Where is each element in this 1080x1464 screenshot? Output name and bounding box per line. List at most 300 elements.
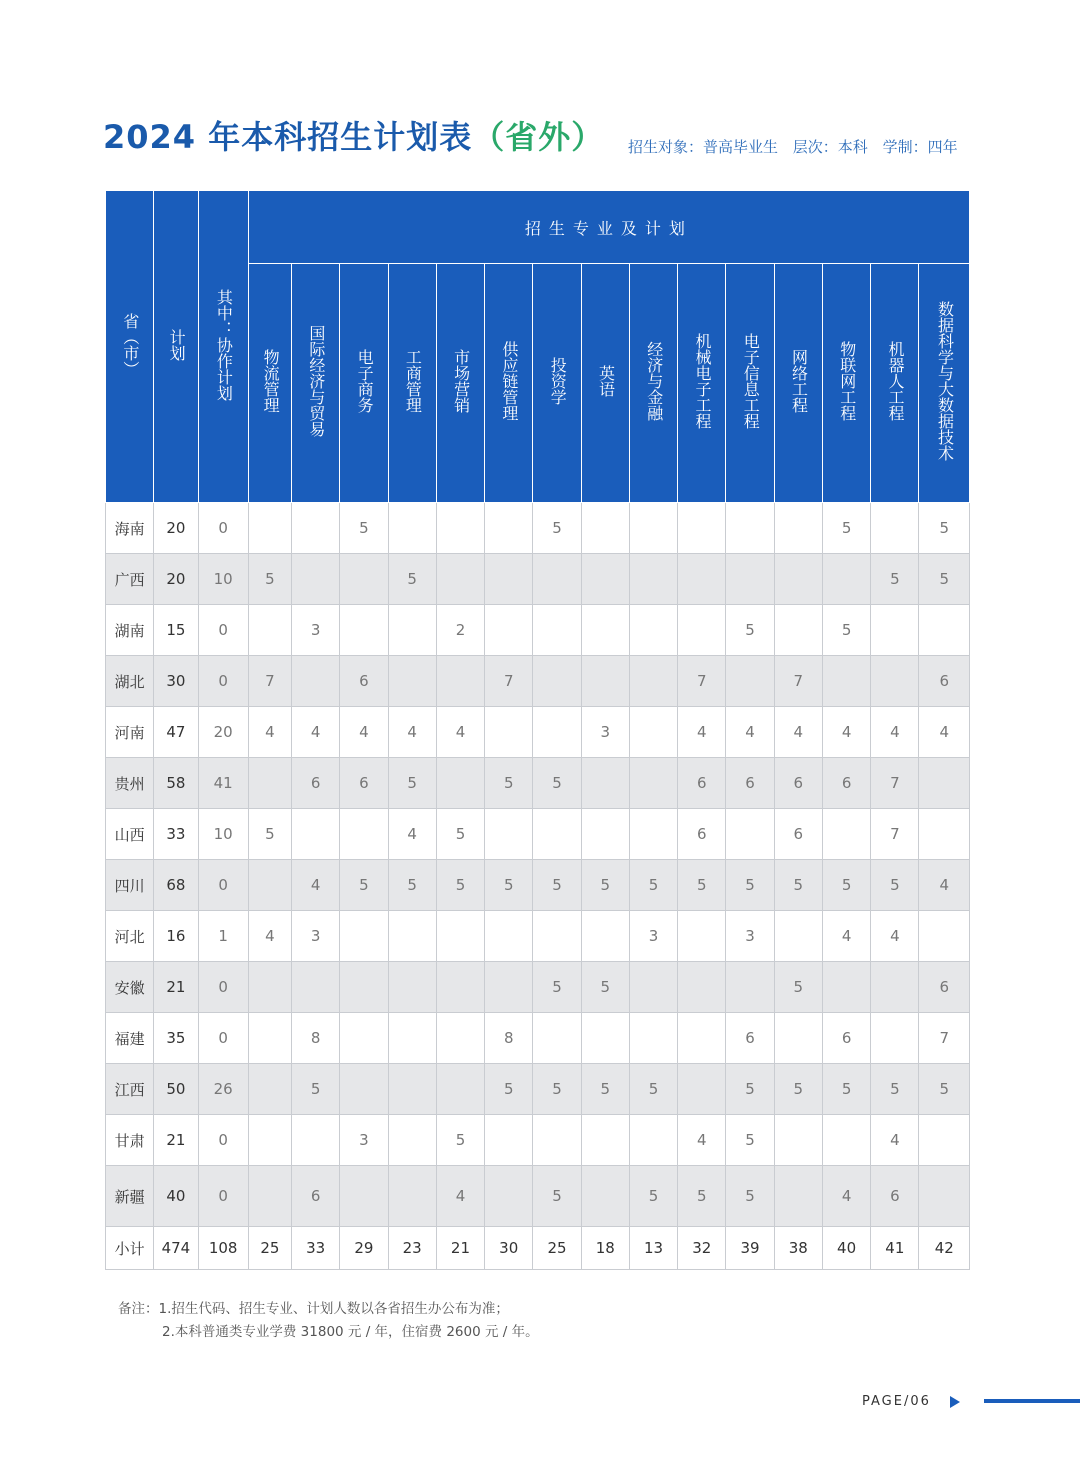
major-count-cell: 4	[871, 1115, 919, 1166]
major-count-cell	[292, 962, 340, 1013]
coop-cell: 0	[198, 860, 248, 911]
major-count-cell	[388, 605, 436, 656]
table-row	[106, 1013, 970, 1064]
major-count-cell: 6	[678, 758, 726, 809]
major-count-cell: 8	[485, 1013, 533, 1064]
major-count-cell	[629, 1115, 677, 1166]
major-header: 物联网工程	[822, 264, 870, 503]
major-count-cell	[919, 758, 970, 809]
major-count-cell: 5	[726, 605, 774, 656]
major-count-cell	[919, 605, 970, 656]
page-title	[103, 112, 604, 158]
major-count-cell: 5	[581, 962, 629, 1013]
major-count-cell: 4	[678, 707, 726, 758]
province-cell: 河北	[106, 911, 154, 962]
major-count-cell: 3	[292, 605, 340, 656]
table-row	[106, 503, 970, 554]
major-count-cell	[533, 911, 581, 962]
major-header: 机器人工程	[871, 264, 919, 503]
plan-cell: 16	[154, 911, 198, 962]
arrow-right-icon	[950, 1396, 960, 1408]
major-count-cell	[388, 962, 436, 1013]
coop-cell: 0	[198, 1013, 248, 1064]
province-cell: 海南	[106, 503, 154, 554]
major-count-cell	[774, 554, 822, 605]
major-count-cell: 4	[919, 860, 970, 911]
plan-cell: 58	[154, 758, 198, 809]
major-count-cell	[388, 503, 436, 554]
major-count-cell: 5	[248, 554, 291, 605]
major-count-cell: 5	[581, 860, 629, 911]
coop-cell: 0	[198, 1115, 248, 1166]
major-count-cell	[436, 911, 484, 962]
major-count-cell: 6	[774, 809, 822, 860]
major-count-cell: 5	[533, 1064, 581, 1115]
major-count-cell: 5	[678, 860, 726, 911]
major-count-cell: 5	[774, 1064, 822, 1115]
subtotal-cell: 33	[292, 1227, 340, 1270]
major-count-cell: 4	[822, 1166, 870, 1227]
province-cell: 福建	[106, 1013, 154, 1064]
major-count-cell: 5	[774, 860, 822, 911]
major-count-cell: 4	[871, 911, 919, 962]
major-count-cell: 3	[629, 911, 677, 962]
major-count-cell: 7	[678, 656, 726, 707]
major-count-cell	[388, 1013, 436, 1064]
major-count-cell	[919, 911, 970, 962]
major-count-cell	[581, 503, 629, 554]
major-header: 供应链管理	[485, 264, 533, 503]
major-count-cell	[774, 605, 822, 656]
plan-cell: 21	[154, 1115, 198, 1166]
major-count-cell	[533, 605, 581, 656]
major-count-cell	[774, 1115, 822, 1166]
meta-duration: 学制：四年	[882, 138, 958, 156]
major-count-cell: 5	[340, 503, 388, 554]
major-count-cell	[533, 1115, 581, 1166]
table-row	[106, 605, 970, 656]
major-count-cell: 6	[822, 758, 870, 809]
major-count-cell	[678, 1064, 726, 1115]
major-count-cell: 7	[919, 1013, 970, 1064]
major-count-cell	[581, 911, 629, 962]
major-count-cell	[629, 1013, 677, 1064]
table-row	[106, 809, 970, 860]
major-count-cell	[822, 554, 870, 605]
meta-target: 招生对象：普高毕业生	[628, 138, 779, 156]
coop-cell: 0	[198, 656, 248, 707]
major-header: 机械电子工程	[678, 264, 726, 503]
major-count-cell	[581, 1166, 629, 1227]
coop-cell: 10	[198, 554, 248, 605]
major-count-cell	[485, 707, 533, 758]
province-cell: 四川	[106, 860, 154, 911]
subtotal-label: 小计	[106, 1227, 154, 1270]
province-cell: 甘肃	[106, 1115, 154, 1166]
major-count-cell: 5	[629, 1064, 677, 1115]
plan-cell: 30	[154, 656, 198, 707]
major-count-cell: 6	[678, 809, 726, 860]
plan-cell: 20	[154, 554, 198, 605]
province-cell: 广西	[106, 554, 154, 605]
table-row	[106, 554, 970, 605]
major-header: 电子商务	[340, 264, 388, 503]
major-count-cell: 5	[726, 1064, 774, 1115]
subtotal-cell: 38	[774, 1227, 822, 1270]
major-count-cell	[581, 656, 629, 707]
plan-cell: 35	[154, 1013, 198, 1064]
major-count-cell	[485, 1115, 533, 1166]
major-count-cell: 6	[340, 656, 388, 707]
major-count-cell	[919, 1166, 970, 1227]
major-count-cell	[629, 605, 677, 656]
major-count-cell	[629, 758, 677, 809]
major-count-cell: 6	[726, 758, 774, 809]
major-count-cell	[629, 503, 677, 554]
major-count-cell	[822, 656, 870, 707]
major-count-cell: 3	[292, 911, 340, 962]
major-count-cell	[248, 503, 291, 554]
major-count-cell: 4	[292, 707, 340, 758]
major-count-cell	[726, 809, 774, 860]
major-count-cell	[436, 554, 484, 605]
subtotal-cell: 25	[248, 1227, 291, 1270]
major-count-cell: 5	[678, 1166, 726, 1227]
coop-cell: 0	[198, 605, 248, 656]
major-header: 工商管理	[388, 264, 436, 503]
major-count-cell: 4	[248, 911, 291, 962]
major-count-cell	[871, 605, 919, 656]
major-count-cell: 5	[533, 503, 581, 554]
table-row	[106, 1064, 970, 1115]
major-count-cell	[436, 1064, 484, 1115]
admission-meta	[628, 136, 968, 157]
major-count-cell: 5	[822, 860, 870, 911]
major-count-cell: 2	[436, 605, 484, 656]
major-count-cell	[340, 1166, 388, 1227]
major-count-cell: 5	[388, 554, 436, 605]
table-row	[106, 656, 970, 707]
note-line-2: 2.本科普通类专业学费 31800 元 / 年，住宿费 2600 元 / 年。	[162, 1324, 539, 1340]
major-count-cell: 6	[871, 1166, 919, 1227]
major-count-cell: 5	[871, 554, 919, 605]
major-count-cell: 5	[581, 1064, 629, 1115]
table-row	[106, 911, 970, 962]
major-count-cell: 4	[388, 707, 436, 758]
major-count-cell	[436, 503, 484, 554]
major-count-cell	[340, 962, 388, 1013]
major-count-cell	[919, 1115, 970, 1166]
major-count-cell: 7	[871, 758, 919, 809]
major-count-cell	[485, 911, 533, 962]
major-count-cell	[248, 962, 291, 1013]
major-count-cell	[292, 1115, 340, 1166]
major-count-cell	[292, 656, 340, 707]
major-count-cell: 3	[726, 911, 774, 962]
major-count-cell: 5	[919, 1064, 970, 1115]
major-count-cell	[533, 656, 581, 707]
subtotal-cell: 21	[436, 1227, 484, 1270]
subtotal-row	[106, 1227, 970, 1270]
major-count-cell	[629, 707, 677, 758]
note-line-1: 备注：1.招生代码、招生专业、计划人数以各省招生办公布为准；	[118, 1301, 509, 1317]
major-count-cell	[292, 503, 340, 554]
table-row	[106, 707, 970, 758]
major-count-cell	[678, 911, 726, 962]
major-header: 网络工程	[774, 264, 822, 503]
major-count-cell	[678, 962, 726, 1013]
major-count-cell	[726, 554, 774, 605]
major-count-cell: 3	[581, 707, 629, 758]
major-count-cell	[485, 962, 533, 1013]
major-count-cell: 5	[871, 1064, 919, 1115]
meta-level: 层次：本科	[792, 138, 868, 156]
major-count-cell	[292, 554, 340, 605]
major-count-cell: 5	[340, 860, 388, 911]
subtotal-cell: 40	[822, 1227, 870, 1270]
province-cell: 贵州	[106, 758, 154, 809]
major-count-cell	[629, 554, 677, 605]
major-count-cell	[678, 1013, 726, 1064]
major-count-cell	[436, 656, 484, 707]
major-count-cell	[678, 554, 726, 605]
major-count-cell: 5	[726, 1166, 774, 1227]
major-header: 数据科学与大数据技术	[919, 264, 970, 503]
major-count-cell	[533, 554, 581, 605]
major-count-cell	[533, 1013, 581, 1064]
major-count-cell: 5	[248, 809, 291, 860]
subtotal-plan: 474	[154, 1227, 198, 1270]
major-count-cell: 4	[871, 707, 919, 758]
major-count-cell	[871, 503, 919, 554]
major-count-cell: 4	[726, 707, 774, 758]
major-count-cell	[248, 605, 291, 656]
major-count-cell: 7	[248, 656, 291, 707]
major-count-cell	[629, 962, 677, 1013]
major-header: 投资学	[533, 264, 581, 503]
major-count-cell	[629, 809, 677, 860]
major-count-cell	[248, 860, 291, 911]
major-count-cell	[248, 1115, 291, 1166]
coop-cell: 0	[198, 962, 248, 1013]
major-count-cell: 6	[292, 1166, 340, 1227]
coop-cell: 0	[198, 1166, 248, 1227]
major-count-cell	[248, 1013, 291, 1064]
major-count-cell: 5	[485, 860, 533, 911]
major-count-cell: 5	[533, 758, 581, 809]
major-count-cell	[388, 1064, 436, 1115]
province-cell: 安徽	[106, 962, 154, 1013]
subtotal-cell: 23	[388, 1227, 436, 1270]
coop-cell: 20	[198, 707, 248, 758]
major-count-cell	[581, 809, 629, 860]
major-count-cell	[871, 1013, 919, 1064]
major-header: 国际经济与贸易	[292, 264, 340, 503]
major-count-cell	[388, 1166, 436, 1227]
major-count-cell: 5	[485, 758, 533, 809]
major-count-cell	[485, 605, 533, 656]
major-count-cell	[822, 962, 870, 1013]
page-accent-line	[984, 1399, 1080, 1403]
major-count-cell: 4	[774, 707, 822, 758]
major-count-cell: 5	[292, 1064, 340, 1115]
major-count-cell	[774, 1166, 822, 1227]
major-count-cell: 4	[388, 809, 436, 860]
major-count-cell	[340, 809, 388, 860]
plan-header: 计划	[154, 191, 198, 503]
coop-header: 其中：协作计划	[198, 191, 248, 503]
major-count-cell: 5	[629, 1166, 677, 1227]
major-count-cell	[248, 1166, 291, 1227]
major-count-cell	[774, 503, 822, 554]
major-count-cell: 6	[340, 758, 388, 809]
major-count-cell: 4	[248, 707, 291, 758]
major-count-cell	[485, 1166, 533, 1227]
major-count-cell	[726, 656, 774, 707]
major-header: 物流管理	[248, 264, 291, 503]
province-header: 省（市）	[106, 191, 154, 503]
major-header: 市场营销	[436, 264, 484, 503]
major-count-cell: 6	[774, 758, 822, 809]
subtotal-cell: 42	[919, 1227, 970, 1270]
major-count-cell	[485, 809, 533, 860]
major-count-cell: 6	[919, 962, 970, 1013]
major-count-cell	[726, 503, 774, 554]
coop-cell: 0	[198, 503, 248, 554]
major-count-cell	[533, 809, 581, 860]
major-count-cell	[388, 911, 436, 962]
major-count-cell: 5	[533, 962, 581, 1013]
plan-cell: 20	[154, 503, 198, 554]
major-count-cell	[340, 1013, 388, 1064]
major-count-cell: 4	[678, 1115, 726, 1166]
major-count-cell: 5	[388, 860, 436, 911]
coop-cell: 10	[198, 809, 248, 860]
major-count-cell: 5	[436, 860, 484, 911]
major-count-cell	[919, 809, 970, 860]
major-count-cell: 4	[919, 707, 970, 758]
major-count-cell: 7	[485, 656, 533, 707]
major-count-cell	[726, 962, 774, 1013]
major-count-cell: 5	[485, 1064, 533, 1115]
major-count-cell: 5	[919, 503, 970, 554]
major-count-cell: 5	[822, 503, 870, 554]
coop-cell: 1	[198, 911, 248, 962]
major-count-cell: 6	[822, 1013, 870, 1064]
plan-cell: 21	[154, 962, 198, 1013]
major-count-cell: 5	[822, 605, 870, 656]
enrollment-plan-table	[105, 190, 970, 1270]
subtotal-cell: 39	[726, 1227, 774, 1270]
major-count-cell	[774, 911, 822, 962]
major-count-cell	[388, 656, 436, 707]
table-row	[106, 1115, 970, 1166]
major-count-cell: 5	[871, 860, 919, 911]
major-header: 经济与金融	[629, 264, 677, 503]
major-count-cell: 5	[436, 809, 484, 860]
plan-cell: 40	[154, 1166, 198, 1227]
plan-cell: 68	[154, 860, 198, 911]
province-cell: 河南	[106, 707, 154, 758]
major-count-cell: 5	[726, 860, 774, 911]
coop-cell: 41	[198, 758, 248, 809]
major-count-cell	[533, 707, 581, 758]
table-row	[106, 758, 970, 809]
major-count-cell	[436, 1013, 484, 1064]
major-count-cell	[340, 1064, 388, 1115]
major-count-cell: 7	[871, 809, 919, 860]
major-count-cell: 4	[822, 911, 870, 962]
subtotal-cell: 25	[533, 1227, 581, 1270]
page-title-paren: （省外）	[472, 118, 605, 156]
major-header: 电子信息工程	[726, 264, 774, 503]
major-count-cell	[871, 962, 919, 1013]
plan-cell: 33	[154, 809, 198, 860]
subtotal-cell: 18	[581, 1227, 629, 1270]
major-count-cell: 5	[774, 962, 822, 1013]
major-header: 英语	[581, 264, 629, 503]
major-count-cell	[485, 503, 533, 554]
major-count-cell: 6	[726, 1013, 774, 1064]
major-count-cell	[822, 1115, 870, 1166]
major-count-cell	[581, 1013, 629, 1064]
major-count-cell	[581, 758, 629, 809]
major-count-cell	[388, 1115, 436, 1166]
page-number: PAGE/06	[862, 1394, 931, 1409]
province-cell: 湖南	[106, 605, 154, 656]
page-title-main: 2024 年本科招生计划表	[103, 118, 473, 156]
plan-cell: 47	[154, 707, 198, 758]
coop-cell: 26	[198, 1064, 248, 1115]
major-count-cell: 5	[726, 1115, 774, 1166]
major-count-cell: 5	[822, 1064, 870, 1115]
major-count-cell: 5	[629, 860, 677, 911]
province-cell: 江西	[106, 1064, 154, 1115]
subtotal-cell: 29	[340, 1227, 388, 1270]
major-count-cell: 6	[919, 656, 970, 707]
major-count-cell	[629, 656, 677, 707]
major-count-cell	[581, 554, 629, 605]
major-count-cell: 5	[388, 758, 436, 809]
province-cell: 新疆	[106, 1166, 154, 1227]
major-count-cell	[485, 554, 533, 605]
major-count-cell	[340, 605, 388, 656]
major-count-cell: 3	[340, 1115, 388, 1166]
table-row	[106, 1166, 970, 1227]
major-count-cell	[678, 605, 726, 656]
table-row	[106, 860, 970, 911]
major-count-cell	[248, 1064, 291, 1115]
major-count-cell	[678, 503, 726, 554]
major-count-cell	[871, 656, 919, 707]
major-count-cell: 8	[292, 1013, 340, 1064]
major-count-cell	[436, 962, 484, 1013]
major-count-cell	[248, 758, 291, 809]
subtotal-cell: 32	[678, 1227, 726, 1270]
major-count-cell: 5	[533, 1166, 581, 1227]
subtotal-cell: 13	[629, 1227, 677, 1270]
major-count-cell: 5	[436, 1115, 484, 1166]
notes	[118, 1298, 539, 1344]
table-body	[106, 503, 970, 1270]
province-cell: 山西	[106, 809, 154, 860]
major-count-cell: 4	[822, 707, 870, 758]
subtotal-cell: 30	[485, 1227, 533, 1270]
major-count-cell: 4	[340, 707, 388, 758]
major-count-cell: 6	[292, 758, 340, 809]
plan-cell: 15	[154, 605, 198, 656]
major-count-cell	[581, 605, 629, 656]
